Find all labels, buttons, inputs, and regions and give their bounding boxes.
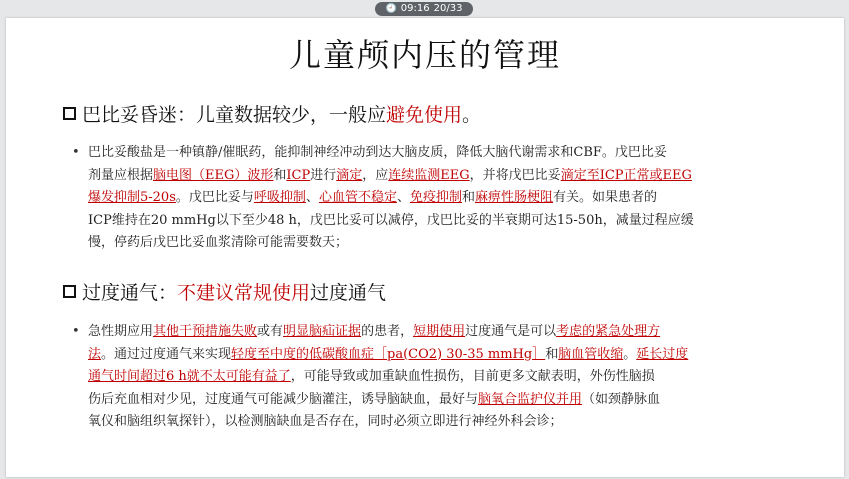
highlight-text: ICP [286,167,311,183]
body-text: 的患者， [361,324,414,339]
bullet-icon: • [72,324,80,339]
highlight-text: 明显脑疝证据 [283,324,362,339]
paragraph-line [88,411,788,434]
body-text: 和 [273,167,287,183]
highlight-text: 连续监测EEG [388,167,470,183]
paragraph-line [88,142,788,165]
paragraph-line [88,389,788,412]
section1-heading-text: 巴比妥昏迷：儿童数据较少，一般应 [82,104,387,126]
highlight-text: 滴定至ICP正常或EEG [560,167,692,183]
body-text: 和 [461,190,475,205]
paragraph-line [88,165,788,188]
body-text: 有关。如果患者的 [553,190,658,205]
highlight-text: 延长过度 [636,346,689,362]
section1-heading [63,100,481,127]
body-text: 慢，停药后戊巴比妥血浆清除可能需要数天； [88,235,349,250]
body-text: 剂量应根据 [88,167,154,183]
highlight-text: 轻度至中度的低碳酸血症［pa(CO2) 30-35 mmHg］ [231,346,546,362]
body-text: 巴比妥酸盐是一种镇静/催眠药，能抑制神经冲动到达大脑皮质，降低大脑代谢需求和CBF。戊巴比妥 [88,145,667,160]
highlight-text: 法 [88,346,102,362]
body-text: 和 [545,346,559,362]
highlight-text: 麻痹性肠梗阻 [475,190,554,205]
body-text: 。戊巴比妥与 [175,190,254,205]
slide [6,18,844,477]
status-page: 20/33 [433,3,463,14]
body-text: 。通过过度通气来实现 [101,346,232,362]
highlight-text: 考虑的紧急处理方 [556,324,661,339]
paragraph-line [88,210,788,233]
status-pill [375,2,473,16]
highlight-text: 通气时间超过6 h就不太可能有益了 [88,369,291,384]
highlight-text: 其他干预措施失败 [153,324,258,339]
section1-heading-end: 。 [462,104,482,126]
body-text: ，并将戊巴比妥 [469,167,561,183]
body-text: 、 [396,190,410,205]
body-text: 急性期应用 [88,324,154,339]
section2-heading-text: 过度通气： [82,282,178,304]
checkbox-icon [63,285,76,298]
body-text: 、 [305,190,319,205]
body-text: 氧仪和脑组织氧探针），以检测脑缺血是否存在，同时必须立即进行神经外科会诊； [88,414,563,429]
section2-heading-red: 不建议常规使用 [177,282,311,304]
section2-heading-end: 过度通气 [310,282,387,304]
paragraph-line [88,366,788,389]
body-text: 伤后充血相对少见，过度通气可能减少脑灌注，诱导脑缺血，最好与 [88,391,479,407]
highlight-text: 滴定 [336,167,363,183]
section1-paragraph [72,142,788,255]
body-text: ，可能导致或加重缺血性损伤，目前更多文献表明，外伤性脑损 [290,369,655,384]
highlight-text: 脑血管收缩 [558,346,624,362]
body-text: 或有 [257,324,284,339]
clock-icon: 🕘 [385,4,397,14]
status-time: 09:16 [400,3,430,14]
highlight-text: 脑电图（EEG）波形 [153,167,274,183]
highlight-text: 爆发抑制5-20s [88,190,176,205]
body-text: 过度通气是可以 [465,324,557,339]
paragraph-line [88,321,788,344]
section2-heading [63,278,386,305]
body-text: ，应 [362,167,389,183]
body-text: ICP维持在20 mmHg以下至少48 h，戊巴比妥可以减停，戊巴比妥的半衰期可达15-50h，减量过程应缓 [88,212,694,228]
paragraph-line [88,344,788,367]
paragraph-line [88,187,788,210]
highlight-text: 脑氧合监护仪并用 [478,391,583,407]
body-text: 进行 [310,167,337,183]
section1-heading-red: 避免使用 [386,104,463,126]
bullet-icon: • [72,145,80,160]
highlight-text: 短期使用 [413,324,466,339]
body-text: （如颈静脉血 [582,391,661,407]
checkbox-icon [63,107,76,120]
highlight-text: 心血管不稳定 [318,190,397,205]
highlight-text: 呼吸抑制 [253,190,306,205]
slide-title: 儿童颅内压的管理 [288,36,561,74]
paragraph-line [88,232,788,255]
section2-paragraph [72,321,788,434]
body-text: 。 [623,346,637,362]
highlight-text: 免疫抑制 [409,190,462,205]
